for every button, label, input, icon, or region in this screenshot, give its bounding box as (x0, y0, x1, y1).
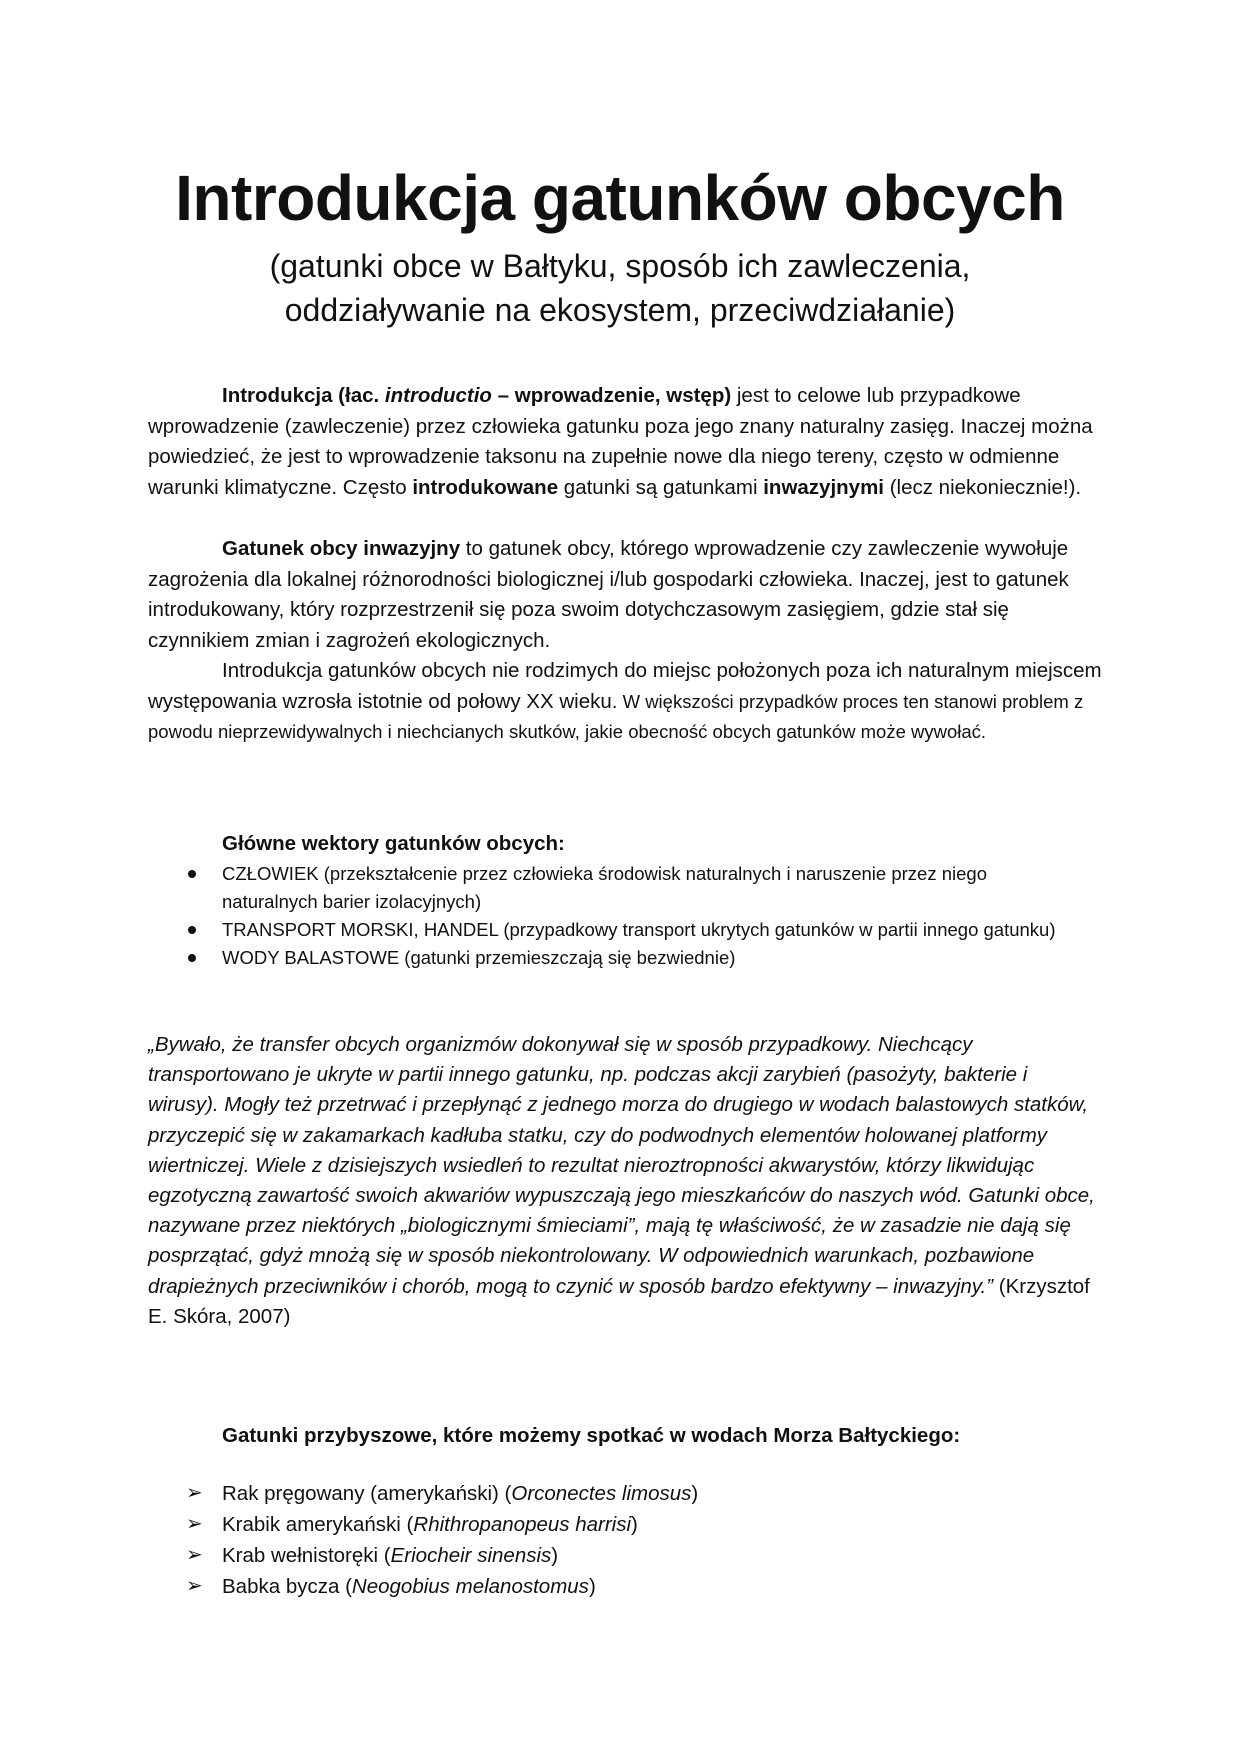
list-item (186, 1478, 698, 1509)
history-small-text: W większości przypadków proces ten stanowi problem z powodu nieprzewidywalnych i niechcianych skutków, jakie obecność obcych gatunków może wywołać. (148, 690, 1084, 742)
arrow-bullet-icon: ➢ (186, 1513, 203, 1535)
vector-item-text: WODY BALASTOWE (gatunki przemieszczają się bezwiednie) (222, 947, 736, 968)
species-close: ) (588, 1575, 596, 1598)
intro-bold-introdukowane: introdukowane (412, 475, 559, 499)
quote-text: „Bywało, że transfer obcych organizmów dokonywał się w sposób przypadkowy. Niechcący transportowano je ukryte w partii innego gatunku, np. podczas akcji zarybień (pasożyty, bakterie i wirusy). Mogły też przetrwać i przepłynąć z jednego morza do drugiego w wodach balastowych statków, przyczepić się w zakamarkach kadłuba statku, czy do podwodnych elementów holowanej platformy wiertniczej. Wiele z dzisiejszych wsiedleń to rezultat nieroztropności akwarystów, którzy likwidując egzotyczną zawartość swoich akwariów wypuszczają jego mieszkańców do naszych wód. Gatunki obce, nazywane przez niektórych „biologicznymi śmieciami”, mają tę właściwość, że w zasadzie nie dają się posprzątać, gdyż mnożą się w sposób niekontrolowany. W odpowiednich warunkach, pozbawione drapieżnych przeciwników i chorób, mogą to czynić w sposób bardzo efektywny – inwazyjny.” (148, 1033, 1095, 1298)
species-common-name: Krab wełnistoręki ( (222, 1544, 391, 1567)
species-latin-name: Eriocheir sinensis (390, 1544, 552, 1567)
history-text: Introdukcja gatunków obcych nie rodzimych do miejsc położonych poza ich naturalnym miejscem występowania wzrosła istotnie od połowy XX wieku. (148, 659, 1102, 713)
list-item (186, 1571, 698, 1602)
list-item (186, 1509, 698, 1540)
species-common-name: Babka bycza ( (222, 1575, 352, 1598)
species-close: ) (551, 1544, 559, 1567)
species-common-name: Rak pręgowany (amerykański) ( (222, 1482, 512, 1505)
history-paragraph (148, 656, 1108, 748)
species-list (186, 1478, 698, 1602)
species-latin-name: Neogobius melanostomus (351, 1575, 589, 1598)
species-latin-name: Orconectes limosus (511, 1482, 692, 1505)
species-latin-name: Rhithropanopeus harrisi (413, 1513, 632, 1536)
bullet-icon (188, 870, 196, 878)
species-common-name: Krabik amerykański ( (222, 1513, 414, 1536)
bullet-icon (188, 954, 196, 962)
subtitle-line-2: oddziaływanie na ekosystem, przeciwdziałanie) (284, 292, 956, 328)
vector-item-text: TRANSPORT MORSKI, HANDEL (przypadkowy transport ukrytych gatunków w partii innego gatunku) (222, 919, 1056, 940)
species-heading: Gatunki przybyszowe, które możemy spotkać w wodach Morza Bałtyckiego: (222, 1424, 961, 1447)
intro-definition: jest to celowe lub przypadkowe wprowadzenie (zawleczenie) przez człowieka gatunku poza jego znany naturalny zasięg. Inaczej można powiedzieć, że jest to wprowadzenie taksonu na zupełnie nowe dla niego tereny, często w odmienne warunki klimatyczne. Często (148, 384, 1093, 499)
invasive-paragraph (148, 534, 1108, 656)
list-item (186, 944, 1086, 972)
bullet-icon (188, 926, 196, 934)
arrow-bullet-icon: ➢ (186, 1544, 203, 1566)
species-close: ) (631, 1513, 638, 1536)
quote-citation: (Krzysztof E. Skóra, 2007) (148, 1274, 1090, 1328)
vectors-heading: Główne wektory gatunków obcych: (222, 832, 565, 855)
intro-latin-term: introductio (384, 384, 492, 407)
intro-term: Introdukcja (łac. (222, 384, 385, 407)
species-close: ) (691, 1482, 699, 1505)
arrow-bullet-icon: ➢ (186, 1575, 203, 1597)
intro-mid-text: gatunki są gatunkami (558, 475, 764, 499)
vector-item-text: CZŁOWIEK (przekształcenie przez człowieka środowisk naturalnych i naruszenie przez niego naturalnych barier izolacyjnych) (222, 863, 987, 912)
intro-bold-inwazyjnymi: inwazyjnymi (763, 475, 884, 499)
page-title: Introdukcja gatunków obcych (175, 162, 1065, 234)
arrow-bullet-icon: ➢ (186, 1482, 203, 1504)
invasive-term: Gatunek obcy inwazyjny (222, 537, 461, 560)
vectors-list (186, 860, 1086, 972)
page-subtitle (0, 244, 1240, 332)
invasive-definition: to gatunek obcy, którego wprowadzenie czy zawleczenie wywołuje zagrożenia dla lokalnej różnorodności biologicznej i/lub gospodarki człowieka. Inaczej, jest to gatunek introdukowany, który rozprzestrzenił się poza swoim dotychczasowym zasięgiem, gdzie stał się czynnikiem zmian i zagrożeń ekologicznych. (148, 537, 1069, 652)
subtitle-line-1: (gatunki obce w Bałtyku, sposób ich zawleczenia, (269, 248, 971, 284)
list-item (186, 1540, 698, 1571)
list-item (186, 860, 1086, 916)
intro-meaning: – wprowadzenie, wstęp) (491, 384, 732, 407)
intro-end-text: (lecz niekoniecznie!). (884, 475, 1082, 499)
list-item (186, 916, 1086, 944)
intro-paragraph (148, 381, 1108, 503)
quote-block (148, 1030, 1098, 1332)
